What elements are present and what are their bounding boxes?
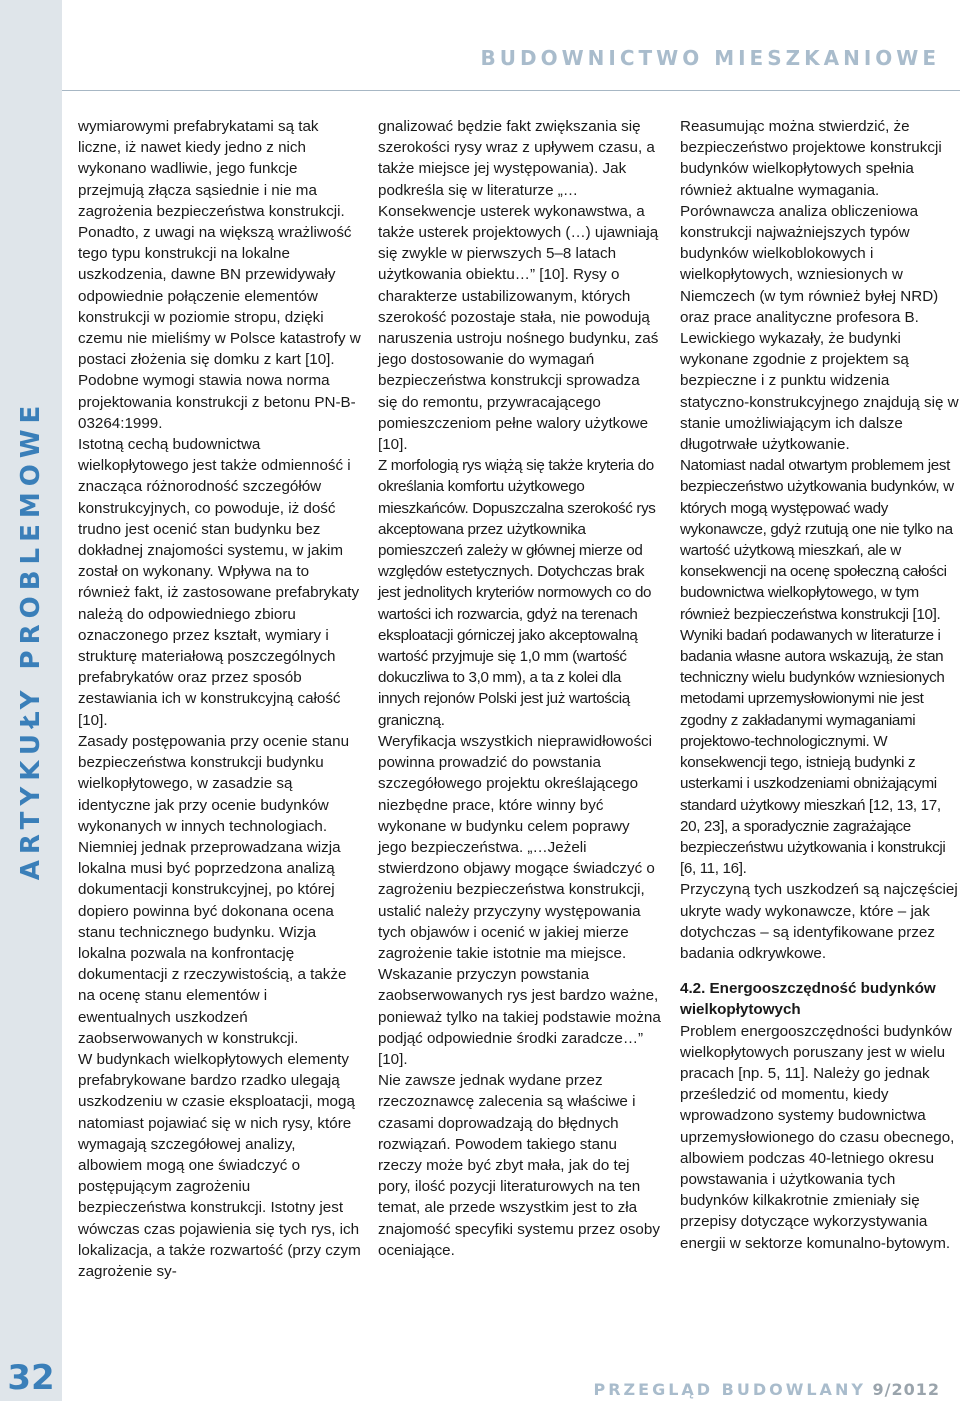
paragraph: W budynkach wielkopłytowych elementy prefabrykowane bardzo rzadko ulegają uszkodzeniu w czasie eksploatacji, mogą natomiast pojawiać się w nich rysy, które wymagają szczegółowej analizy, albowiem mogą one świadczyć o postępującym zagrożeniu bezpieczeństwa konstrukcji. Istotny jest wówczas czas pojawienia się tych rys, ich lokalizacja, a także rozwartość (przy czym zagrożenie sy- <box>78 1050 361 1280</box>
paragraph: Problem energooszczędności budynków wielkopłytowych poruszany jest w wielu pracach [np. 5, 11]. Należy go jednak prześledzić od momentu, kiedy wprowadzono systemy budownictwa uprzemysłowionego do czasu obecnego, albowiem podczas 40-letniego okresu powstawania i użytkowania tych budynków kilkakrotnie zmieniały się przepisy dotyczące wykorzystywania energii w sektorze komunalno-bytowym. <box>680 1022 955 1252</box>
header-rule <box>62 90 960 91</box>
issue-number: 9/2012 <box>865 1380 940 1399</box>
paragraph: wymiarowymi prefabrykatami są tak liczne, iż nawet kiedy jedno z nich wykonano wadliwie, jego funkcje przejmują złącza sąsiednie i nie ma zagrożenia bezpieczeństwa konstrukcji. Ponadto, z uwagi na większą wrażliwość tego typu konstrukcji na lokalne uszkodzenia, dawne BN przewidywały odpowiednie połączenie elementów konstrukcji w poziomie stropu, dzięki czemu nie mieliśmy w Polsce katastrofy w postaci złożenia się domku z kart [10]. Podobne wymogi stawia nowa norma projektowania konstrukcji z betonu PN-B-03264:1999. <box>78 118 361 432</box>
text-column-1 <box>78 116 362 1282</box>
paragraph: Natomiast nadal otwartym problemem jest bezpieczeństwo użytkowania budynków, w których mogą występować wady wykonawcze, gdyż rzutują one nie tylko na wartość użytkową mieszkań, ale w konsekwencji na ocenę społeczną całości budownictwa wielkopłytowego, w tym również bezpieczeństwa konstrukcji [10]. <box>680 457 954 623</box>
paragraph: gnalizować będzie fakt zwiększania się szerokości rysy wraz z upływem czasu, a także miejsce jej występowania). Jak podkreśla się w literaturze „…Konsekwencje usterek wykonawstwa, a także usterek projektowych (…) ujawniają się zwykle w pierwszych 5–8 latach użytkowania obiektu…” [10]. Rysy o charakterze ustabilizowanym, których szerokość pozostaje stała, nie powodują naruszenia ustroju nośnego budynku, zaś jego dostosowanie do wymagań bezpieczeństwa konstrukcji sprowadza się do remontu, przywracającego pomieszczeniom pełne walory użytkowe [10]. <box>378 118 659 454</box>
paragraph: Weryfikacja wszystkich nieprawidłowości powinna prowadzić do powstania szczegółowego projektu określającego niezbędne prace, które winny być wykonane w budynku celem poprawy jego bezpieczeństwa. „…Jeżeli stwierdzono objawy mogące świadczyć o zagrożeniu bezpieczeństwa konstrukcji, ustalić należy przyczyny występowania tych objawów i ocenić w jakiej mierze zagrożenie takie istotnie ma miejsce. Wskazanie przyczyn powstania zaobserwowanych rys jest bardzo ważne, ponieważ tylko na takiej podstawie można podjąć odpowiednie środki zaradcze…” [10]. <box>378 732 661 1068</box>
text-column-3 <box>680 116 960 1254</box>
paragraph: Wyniki badań podawanych w literaturze i badania własne autora wskazują, że stan techniczny wielu budynków wzniesionych metodami uprzemysłowionymi nie jest zgodny z zakładanymi wymaganiami projektowo-technologicznymi. W konsekwencji tego, istnieją budynki z usterkami i uszkodzeniami obniżającymi standard użytkowy mieszkań [12, 13, 17, 20, 23], a sporadycznie zagrażające bezpieczeństwu użytkowania i konstrukcji [6, 11, 16]. <box>680 626 946 878</box>
paragraph: Zasady postępowania przy ocenie stanu bezpieczeństwa konstrukcji budynku wielkopłytowego, w zasadzie są identyczne jak przy ocenie budynków wykonanych w innych technologiach. Niemniej jednak przeprowadzana wizja lokalna musi być poprzedzona analizą dokumentacji konstrukcyjnej, po której dopiero powinna być dokonana ocena stanu technicznego budynku. Wizja lokalna pozwala na konfrontację dokumentacji z rzeczywistością, a także na ocenę stanu elementów i ewentualnych uszkodzeń zaobserwowanych w konstrukcji. <box>78 732 350 1047</box>
page-number: 32 <box>7 1358 55 1398</box>
subheading: 4.2. Energooszczędność budynków wielkopłytowych <box>680 980 936 1019</box>
footer <box>594 1380 941 1399</box>
text-column-2 <box>378 116 662 1261</box>
paragraph: Przyczyną tych uszkodzeń są najczęściej ukryte wady wykonawcze, które – jak dotychczas – są identyfikowane przez badania odkrywkowe. <box>680 881 958 962</box>
side-band <box>0 0 62 1401</box>
running-header: BUDOWNICTWO MIESZKANIOWE <box>480 46 940 70</box>
journal-name: PRZEGLĄD BUDOWLANY <box>593 1380 866 1399</box>
paragraph: Reasumując można stwierdzić, że bezpieczeństwo projektowe konstrukcji budynków wielkopłytowych spełnia również aktualne wymagania. Porównawcza analiza obliczeniowa konstrukcji najważniejszych typów budynków wielkoblokowych i wielkopłytowych, wzniesionych w Niemczech (w tym również byłej NRD) oraz prace analityczne profesora B. Lewickiego wykazały, że budynki wykonane zgodnie z projektem są bezpieczne i z punktu widzenia statyczno-konstrukcyjnego znajdują się w stanie umożliwiającym ich dalsze długotrwałe użytkowanie. <box>680 118 959 454</box>
paragraph: Nie zawsze jednak wydane przez rzeczoznawcę zalecenia są właściwe i czasami doprowadzają do błędnych rozwiązań. Powodem takiego stanu rzeczy może być zbyt mała, jak do tej pory, ilość pozycji literaturowych na ten temat, ale przede wszystkim jest to zła znajomość specyfiki systemu przez osoby oceniające. <box>378 1072 660 1259</box>
section-side-label: ARTYKUŁY PROBLEMOWE <box>16 399 46 881</box>
paragraph: Istotną cechą budownictwa wielkopłytowego jest także odmienność i znacząca różnorodność szczegółów konstrukcyjnych, co powoduje, iż dość trudno jest ocenić stan budynku bez dokładnej znajomości systemu, w jakim został on wykonany. Wpływa na to również fakt, iż zastosowane prefabrykaty należą do odpowiedniego zbioru oznaczonego przez kształt, wymiary i strukturę materiałową poszczególnych prefabrykatów oraz przez sposób zestawiania ich w konstrukcyjną całość [10]. <box>78 436 360 729</box>
paragraph: Z morfologią rys wiążą się także kryteria do określania komfortu użytkowego mieszkańców. Dopuszczalna szerokość rys akceptowana przez użytkownika pomieszczeń zależy w głównej mierze od względów estetycznych. Dotychczas brak jest jednolitych kryteriów normowych co do wartości ich rozwarcia, gdyż na terenach eksploatacji górniczej jako akceptowalną wartość przyjmuje się 1,0 mm (wartość dokuczliwa to 3,0 mm), a ta z kolei dla innych rejonów Polski jest już wartością graniczną. <box>378 457 656 729</box>
